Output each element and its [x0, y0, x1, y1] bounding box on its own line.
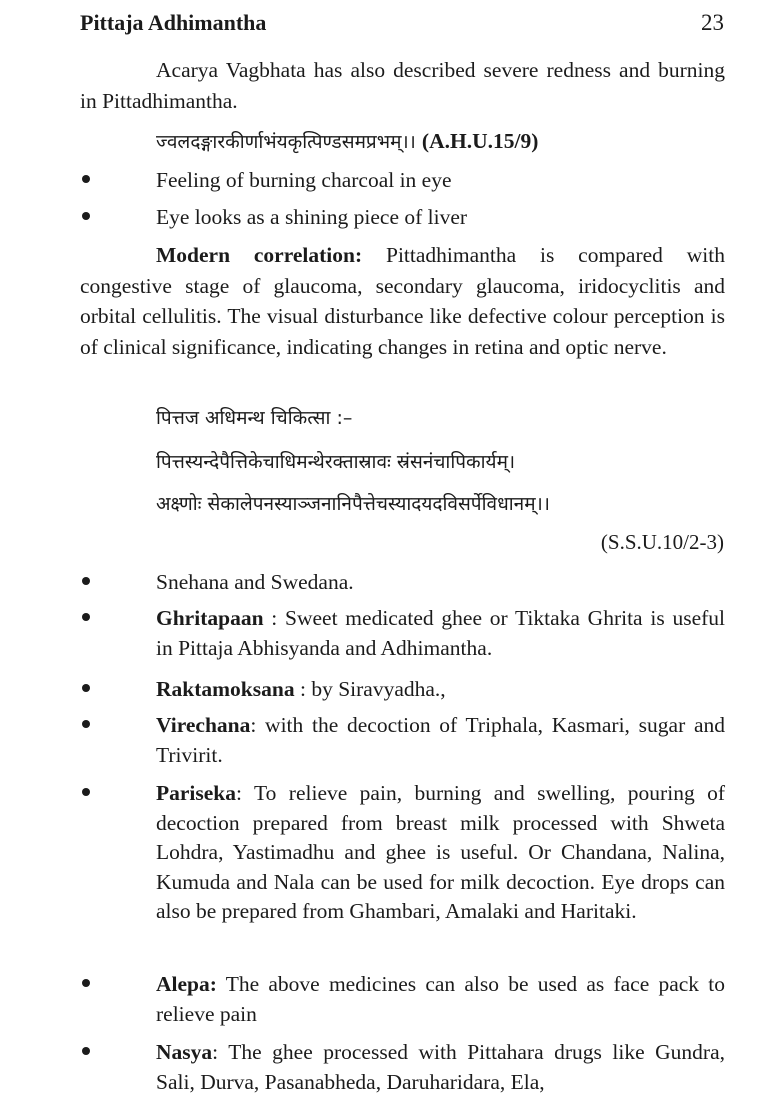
- verse-text: ज्वलदङ्गारकीर्णाभंयकृत्पिण्डसमप्रभम्।।: [156, 131, 416, 153]
- intro-paragraph: Acarya Vagbhata has also described severe redness and burning in Pittadhimantha.: [80, 58, 725, 113]
- modern-correlation-text: Pittadhimantha is compared with congestive stage of glaucoma, secondary glaucoma, iridocyclitis and orbital cellulitis. The visual disturbance like defective colour perception is of clinical significance, indicating changes in retina and optic nerve.: [80, 243, 725, 359]
- list-item: [80, 675, 725, 705]
- therapy-text: [156, 779, 725, 927]
- therapy-term: Ghritapaan: [156, 606, 264, 630]
- page-header: [80, 10, 724, 42]
- list-item: [80, 1038, 725, 1097]
- running-title: Pittaja Adhimantha: [80, 10, 267, 35]
- therapy-text: [156, 604, 725, 663]
- therapy-term: Alepa:: [156, 972, 217, 996]
- bullet-icon: [82, 788, 90, 796]
- list-item: [80, 970, 725, 1029]
- therapy-description: : To relieve pain, burning and swelling, pouring of decoction prepared from breast milk processed with Shweta Lohdra, Yastimadhu and ghee is useful. Or Chandana, Nalina, Kumuda and Nala can be used for milk decoction. Eye drops can also be prepared from Ghambari, Amalaki and Haritaki.: [156, 781, 725, 923]
- list-item: [80, 568, 725, 598]
- bullet-icon: [82, 212, 90, 220]
- therapy-text: [156, 568, 725, 598]
- therapy-term: Raktamoksana: [156, 677, 295, 701]
- list-item: [80, 166, 725, 196]
- bullet-icon: [82, 577, 90, 585]
- treatment-heading: पित्तज अधिमन्थ चिकित्सा :–: [156, 407, 353, 429]
- modern-correlation-label: Modern correlation:: [156, 243, 363, 267]
- verse-line: [156, 126, 736, 157]
- list-item: [80, 203, 725, 233]
- page-number: 23: [701, 10, 724, 35]
- therapy-text: [156, 711, 725, 770]
- therapy-text: [156, 1038, 725, 1097]
- bullet-icon: [82, 1047, 90, 1055]
- symptom-text: Feeling of burning charcoal in eye: [156, 168, 452, 192]
- verse-reference: (A.H.U.15/9): [421, 129, 539, 153]
- therapy-description: : Sweet medicated ghee or Tiktaka Ghrita is useful in Pittaja Abhisyanda and Adhimantha.: [156, 606, 725, 660]
- therapy-text: [156, 970, 725, 1029]
- therapy-description: : by Siravyadha.,: [294, 677, 446, 701]
- bullet-icon: [82, 720, 90, 728]
- therapy-term: Pariseka: [156, 781, 237, 805]
- therapy-term: Virechana: [156, 713, 251, 737]
- modern-correlation-paragraph: [80, 240, 725, 362]
- treatment-citation: (S.S.U.10/2-3): [600, 530, 724, 554]
- list-item: [80, 604, 725, 663]
- bullet-icon: [82, 175, 90, 183]
- list-item: [80, 779, 725, 927]
- therapy-description: : with the decoction of Triphala, Kasmari, sugar and Trivirit.: [156, 713, 725, 767]
- therapy-description: : The ghee processed with Pittahara drugs like Gundra, Sali, Durva, Pasanabheda, Daruharidara, Ela,: [156, 1040, 725, 1094]
- bullet-icon: [82, 684, 90, 692]
- symptom-text: Eye looks as a shining piece of liver: [156, 205, 468, 229]
- therapy-text: [156, 675, 725, 705]
- therapy-description: Snehana and Swedana.: [156, 570, 354, 594]
- bullet-icon: [82, 979, 90, 987]
- therapy-term: Nasya: [156, 1040, 213, 1064]
- bullet-icon: [82, 613, 90, 621]
- therapy-description: The above medicines can also be used as face pack to relieve pain: [156, 972, 725, 1026]
- list-item: [80, 711, 725, 770]
- treatment-verse-line-1: पित्तस्यन्देपैत्तिकेचाधिमन्थेरक्तास्रावः स्रंसनंचापिकार्यम्।: [156, 451, 516, 473]
- treatment-verse-line-2: अक्ष्णोः सेकालेपनस्याञ्जनानिपैत्तेचस्यादयदविसर्पेविधानम्।।: [156, 493, 550, 515]
